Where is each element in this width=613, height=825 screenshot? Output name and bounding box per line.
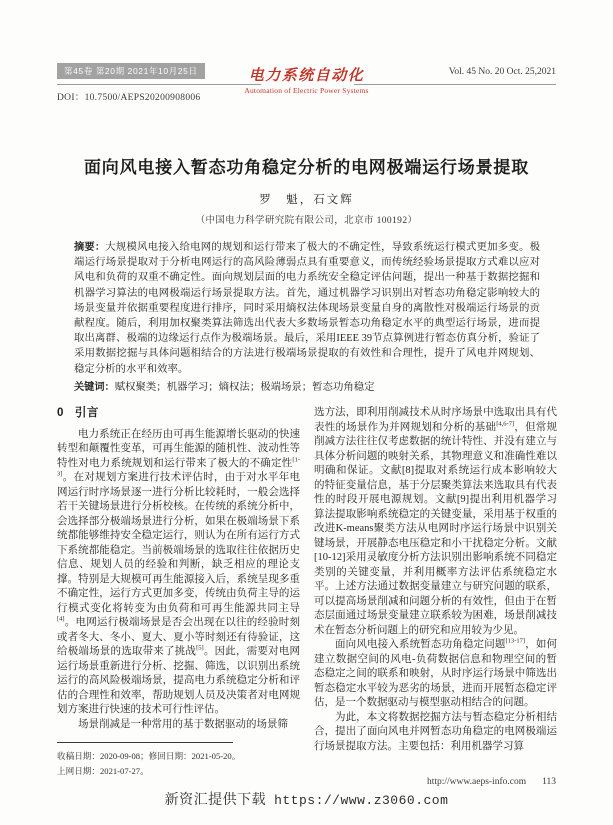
paragraph-intro-3: 选方法，即利用削减技术从时序场景中选取出具有代表性的场景作为并网规划和分析的基础[4,6-7]，但常规削减方法往往仅考虑数据的统计特性、并没有建立与具体分析问题的映射关系，其物理意义和准确性难以明确和保证。文献[8]提取对系统运行成本影响较大的特征变量信息，基于分层聚类算法来选取具有代表性的时段开展电源规划。文献[9]提出利用机器学习算法提取影响系统稳定的关键变量，采用基于权重的改进K-means聚类方法从电网时序运行场景中识别关键场景，开展静态电压稳定和小干扰稳定分析。文献[10-12]采用灵敏度分析方法识别出影响系统不同稳定类别的关键变量，并利用概率方法评估系统稳定水平。上述方法通过数据变量建立与研究问题的联系，可以提高场景削减和问题分析的有效性，但由于在暂态层面通过场景变量建立联系较为困难，场景削减技术在暂态分析问题上的研究和应用较为少见。 [314,407,558,636]
journal-logo-en: Automation of Electric Power Systems [244,86,369,95]
header-rule-right [354,84,556,85]
section-title: 引言 [74,407,99,420]
paragraph-intro-4: 面向风电接入系统暂态功角稳定问题[13-17]，如何建立数据空间的风电-负荷数据信息和物理空间的暂态稳定之间的联系和映射，从时序运行场景中筛选出暂态稳定水平较为恶劣的场景，进而开展暂态稳定评估，是一个数据驱动与模型驱动相结合的问题。 [314,637,558,709]
authors-line: 罗 魁，石文辉 [259,194,354,206]
footer-line [427,777,556,787]
doi-text: DOI：10.7500/AEPS20200908006 [57,93,201,103]
journal-logo-cn: 电力系统自动化 [248,68,365,84]
left-column [57,406,300,779]
watermark-line [0,789,613,809]
keywords-label: 关键词： [74,381,115,393]
affiliation-line: （中国电力科学研究院有限公司，北京市 100192） [195,216,418,226]
article-title: 面向风电接入暂态功角稳定分析的电网极端运行场景提取 [84,158,529,177]
abstract-block [74,240,540,377]
header-rule-left [57,84,261,85]
page-header [57,63,556,107]
section-number: 0 [57,407,64,420]
watermark-text: 新资汇提供下载 [164,793,267,808]
paragraph-intro-5: 为此，本文将数据挖掘方法与暂态稳定分析相结合，提出了面向风电并网暂态功角稳定的电网极端运行场景提取方法。主要包括：利用机器学习算 [314,711,557,752]
keywords-text: 赋权聚类；机器学习；熵权法；极端场景；暂态功角稳定 [114,381,375,393]
footnote-dates-online: 上网日期：2021-07-27。 [57,766,149,777]
abstract-label: 摘要： [74,242,106,253]
paragraph-intro-2: 场景削减是一种常用的基于数据驱动的场景筛 [78,718,288,730]
issue-badge: 第45卷 第20期 2021年10月25日 [57,63,205,79]
section-heading [57,406,300,421]
footer-site-url: http://www.aeps-info.com [426,777,527,787]
paragraph-intro-1: 电力系统正在经历由可再生能源增长驱动的快速转型和颠覆性变革，可再生能源的随机性、波动性等特性对电力系统规划和运行带来了极大的不确定性[1-3]。在对规划方案进行技术评估时，由于对水平年电网运行时序场景逐一进行分析比较耗时，一般会选择若干关键场景进行分析校核。在传统的系统分析中，会选择部分极端场景进行分析，如果在极端场景下系统都能够维持安全稳定运行，则认为在所有运行方式下系统都能稳定。当前极端场景的选取往往依据历史信息、规划人员的经验和判断，缺乏相应的理论支撑。特别是大规模可再生能源接入后，系统呈现多重不确定性，运行方式更加多变，传统由负荷主导的运行模式变化将转变为由负荷和可再生能源共同主导[4]。电网运行极端场景是否会出现在以往的经验时刻或者冬大、冬小、夏大、夏小等时刻还有待验证，这给极端场景的选取带来了挑战[5]。因此，需要对电网运行场景重新进行分析、挖掘、筛选，以识别出系统运行的高风险极端场景，提高电力系统稳定分析和评估的合理性和效率，帮助规划人员及决策者对电网规划方案进行快速的技术可行性评估。 [57,428,301,716]
footnote-block [57,749,300,779]
volume-date: Vol. 45 No. 20 Oct. 25,2021 [448,67,556,77]
right-column [314,406,557,754]
page-number: 113 [542,777,556,787]
keywords-line [74,380,540,395]
two-column-body [57,406,557,779]
abstract-text: 大规模风电接入给电网的规划和运行带来了极大的不确定性，导致系统运行模式更加多变。极端运行场景提取对于分析电网运行的高风险薄弱点具有重要意义，而传统经验场景提取方式难以应对风电和负荷的双重不确定性。面向规划层面的电力系统安全稳定评估问题，提出一种基于数据挖掘和机器学习算法的电网极端运行场景提取方法。首先，通过机器学习识别出对暂态功角稳定影响较大的场景变量并依据重要程度进行排序，同时采用熵权法体现场景变量自身的离散性对极端运行场景的贡献程度。随后，利用加权聚类算法筛选出代表大多数场景暂态功角稳定水平的典型运行场景，进而提取出离群、极端的边缘运行点作为极端场景。最后，采用IEEE 39节点算例进行暂态仿真分析，验证了采用数据挖掘与具体问题相结合的方法进行极端场景提取的有效性和合理性，提升了风电并网规划、稳定分析的水平和效率。 [74,242,541,375]
watermark-url: https://www.z3060.com [274,793,449,808]
footnote-rule [57,742,233,743]
footnote-dates-received: 收稿日期：2020-09-08；修回日期：2021-05-20。 [57,751,241,762]
